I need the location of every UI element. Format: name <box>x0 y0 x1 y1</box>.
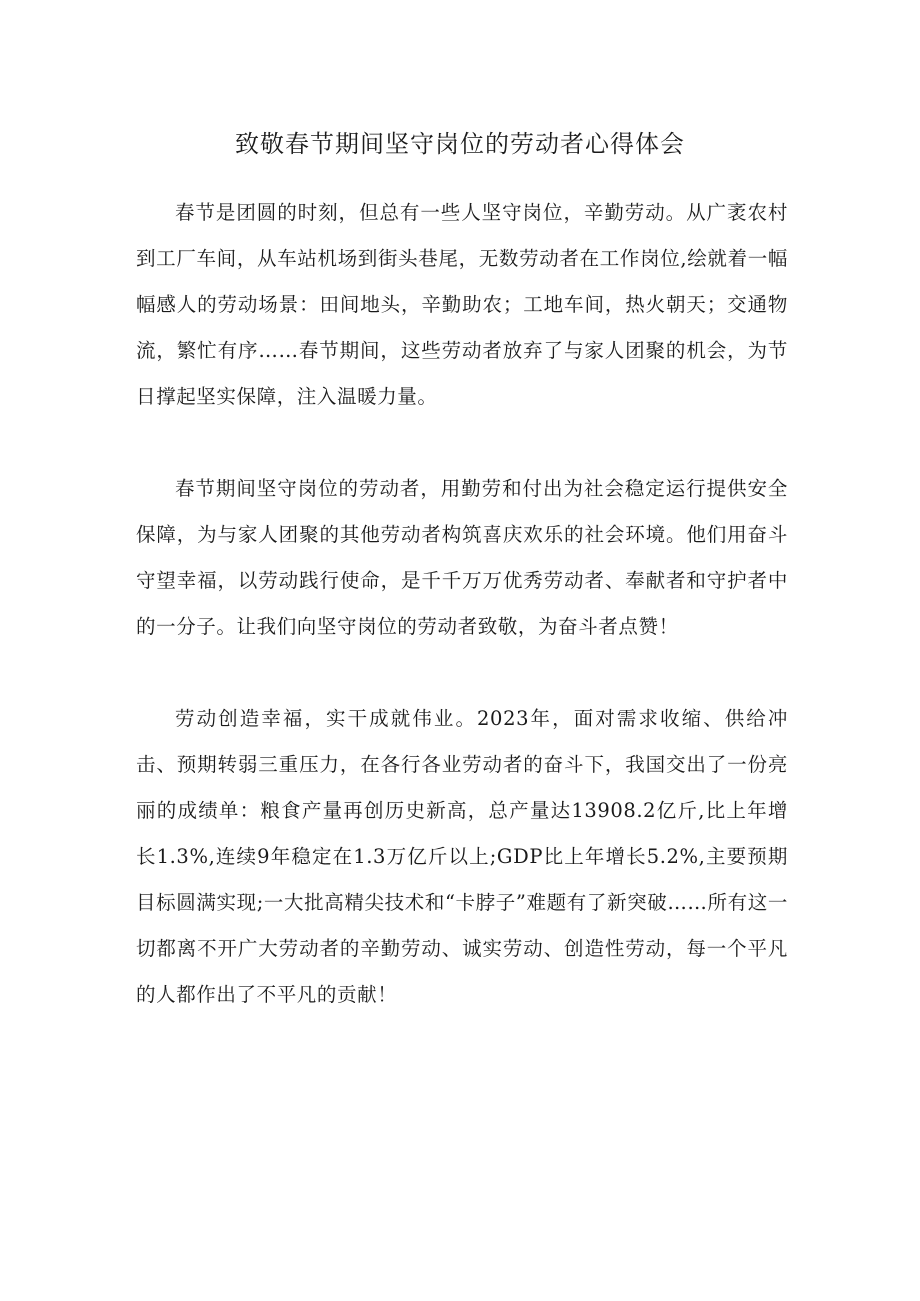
document-body <box>136 190 788 1064</box>
document-title: 致敬春节期间坚守岗位的劳动者心得体会 <box>235 130 685 158</box>
paragraph-3: 劳动创造幸福，实干成就伟业。2023年，面对需求收缩、供给冲击、预期转弱三重压力，在各行各业劳动者的奋斗下，我国交出了一份亮丽的成绩单：粮食产量再创历史新高，总产量达13908.2亿斤,比上年增长1.3%,连续9年稳定在1.3万亿斤以上;GDP比上年增长5.2%,主要预期目标圆满实现;一大批高精尖技术和“卡脖子”难题有了新突破……所有这一切都离不开广大劳动者的辛勤劳动、诚实劳动、创造性劳动，每一个平凡的人都作出了不平凡的贡献！ <box>136 707 788 1006</box>
paragraph-1: 春节是团圆的时刻，但总有一些人坚守岗位，辛勤劳动。从广袤农村到工厂车间，从车站机场到街头巷尾，无数劳动者在工作岗位,绘就着一幅幅感人的劳动场景：田间地头，辛勤助农；工地车间，热火朝天；交通物流，繁忙有序……春节期间，这些劳动者放弃了与家人团聚的机会，为节日撑起坚实保障，注入温暖力量。 <box>136 201 788 408</box>
paragraph-2: 春节期间坚守岗位的劳动者，用勤劳和付出为社会稳定运行提供安全保障，为与家人团聚的其他劳动者构筑喜庆欢乐的社会环境。他们用奋斗守望幸福，以劳动践行使命，是千千万万优秀劳动者、奉献者和守护者中的一分子。让我们向坚守岗位的劳动者致敬，为奋斗者点赞！ <box>136 477 788 638</box>
